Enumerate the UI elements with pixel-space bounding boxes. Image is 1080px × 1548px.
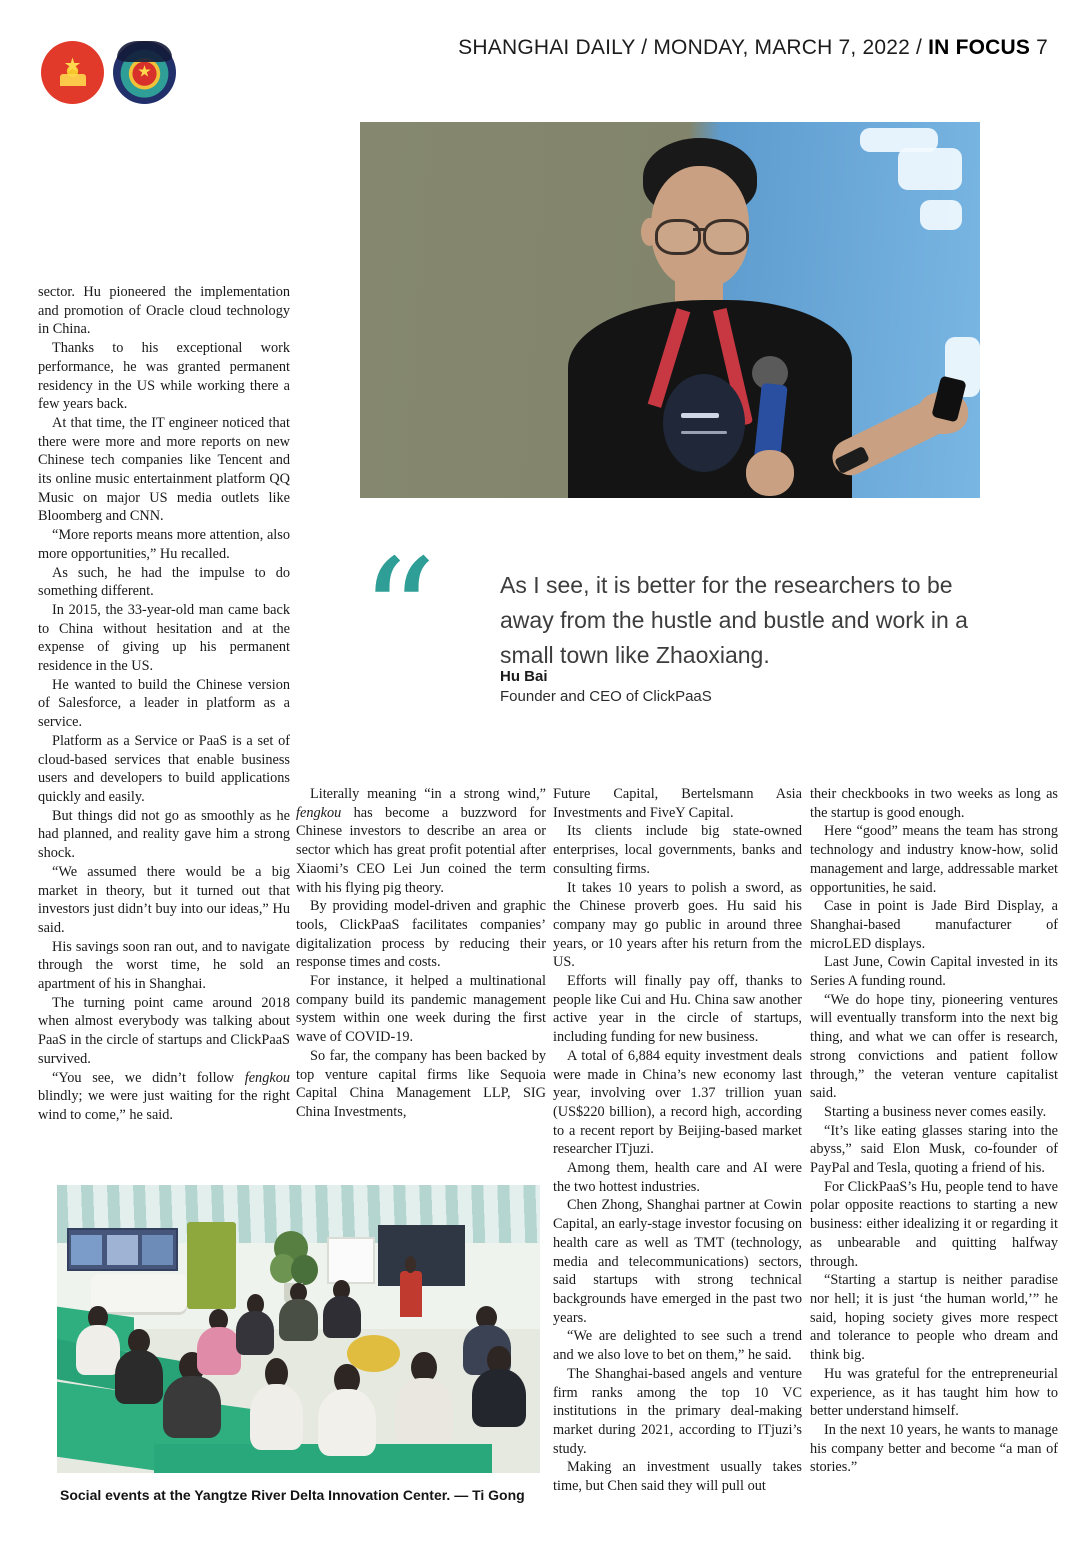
paragraph: “It’s like eating glasses staring into the abyss,” said Elon Musk, co-founder of PayPal and Tesla, quoting a friend of his. (810, 1122, 1058, 1177)
paragraph: At that time, the IT engineer noticed that there were more and more reports on new Chinese tech companies like Tencent and its online music entertainment platform QQ Music on major US media outlets like Bloomberg and CNN. (38, 414, 290, 525)
article-column-4 (810, 785, 1058, 1477)
masthead-date: SHANGHAI DAILY / MONDAY, MARCH 7, 2022 / (458, 36, 929, 59)
star-icon (138, 65, 151, 78)
paragraph: Efforts will finally pay off, thanks to people like Cui and Hu. China saw another active year in the circle of startups, including funding for new business. (553, 973, 802, 1046)
paragraph: Chen Zhong, Shanghai partner at Cowin Capital, an early-stage investor focusing on health care as well as TMT (technology, media and telecommunications) sectors, said startups with strong technical backgrounds have emerged in the past two years. (553, 1197, 802, 1326)
paragraph: But things did not go as smoothly as he had planned, and reality gave him a strong shock. (38, 807, 290, 862)
article-column-3 (553, 785, 802, 1496)
quote-author-title: Founder and CEO of ClickPaaS (500, 688, 712, 705)
paragraph: Platform as a Service or PaaS is a set of cloud-based services that enable business users and developers to build applications quickly and easily. (38, 732, 290, 805)
screen-highlight (920, 200, 962, 230)
paragraph: Case in point is Jade Bird Display, a Shanghai-based manufacturer of microLED displays. (810, 898, 1058, 952)
wall-screens (67, 1228, 178, 1271)
paragraph: For instance, it helped a multinational company build its pandemic management system within one week during the first wave of COVID-19. (296, 973, 546, 1046)
speaker-hand (746, 450, 794, 496)
paragraph: He wanted to build the Chinese version of Salesforce, a leader in platform as a service. (38, 676, 290, 731)
paragraph: It takes 10 years to polish a sword, as the Chinese proverb goes. Hu said his company may go public in around three years, or 10 years after his return from the US. (553, 879, 802, 971)
paragraph: Among them, health care and AI were the two hottest industries. (553, 1160, 802, 1195)
masthead (458, 36, 1048, 60)
presentation-screen (378, 1225, 465, 1285)
paragraph: A total of 6,884 equity investment deals were made in China’s new economy last year, involving over 1.37 trillion yuan (US$220 billion), a record high, according to a recent report by Beijing-based market researcher ITjuzi. (553, 1047, 802, 1158)
audience-figure (318, 1364, 376, 1456)
paragraph: By providing model-driven and graphic tools, ClickPaaS facilitates companies’ digitalization process by reducing their response times and costs. (296, 898, 546, 971)
audience-figure (279, 1283, 318, 1341)
paragraph: “You see, we didn’t follow fengkou blindly; we were just waiting for the right wind to come,” he said. (38, 1069, 290, 1123)
paragraph: “We do hope tiny, pioneering ventures will eventually transform into the next big thing, and what we can offer is research, strong convictions and patient follow through,” the veteran venture capitalist said. (810, 991, 1058, 1102)
paragraph: For ClickPaaS’s Hu, people tend to have polar opposite reactions to starting a new business: either idealizing it or regarding it as unbearable and quitting halfway through. (810, 1178, 1058, 1270)
section-title: IN FOCUS (928, 36, 1031, 59)
speaker-photo (360, 122, 980, 498)
audience-figure (115, 1329, 163, 1404)
cppcc-emblem-icon (113, 41, 176, 104)
pull-quote-text: As I see, it is better for the researchers to be away from the hustle and bustle and work in a small town like Zhaoxiang. (500, 572, 968, 668)
screen-highlight (860, 128, 938, 152)
whiteboard (327, 1237, 374, 1284)
paragraph: Here “good” means the team has strong technology and industry know-how, solid management and large, addressable market opportunities, he said. (810, 823, 1058, 896)
paragraph: Making an investment usually takes time, but Chen said they will pull out (553, 1459, 802, 1495)
audience-figure (323, 1280, 362, 1338)
paragraph: “Starting a startup is neither paradise nor hell; it is just ‘the human world,’” he said, hoping society gives more respect and tolerance to people who dream and think big. (810, 1272, 1058, 1364)
paragraph: As such, he had the impulse to do something different. (38, 564, 290, 600)
article-column-1 (38, 283, 290, 1125)
paragraph: Future Capital, Bertelsmann Asia Investments and FiveY Capital. (553, 786, 802, 821)
gate-shape (60, 74, 86, 86)
quote-mark-icon: “ (360, 528, 437, 702)
audience-figure (472, 1346, 525, 1427)
paragraph: Hu was grateful for the entrepreneurial experience, as it has taught him how to better understand himself. (810, 1365, 1058, 1420)
paragraph: In 2015, the 33-year-old man came back to China without hesitation and at the expense of giving up his permanent residence in the US. (38, 601, 290, 675)
audience-figure (250, 1358, 303, 1450)
paragraph: The Shanghai-based angels and venture firm ranks among the top 10 VC institutions in the primary deal-making market during 2021, according to ITjuzi’s study. (553, 1365, 802, 1457)
paragraph: Thanks to his exceptional work performance, he was granted permanent residency in the US while working there a few years back. (38, 340, 290, 413)
paragraph: So far, the company has been backed by top venture capital firms like Sequoia Capital China Management LLP, SIG China Investments, (296, 1047, 546, 1120)
china-national-emblem-icon (41, 41, 104, 104)
paragraph: Its clients include big state-owned enterprises, local governments, banks and consulting firms. (553, 823, 802, 877)
article-column-2 (296, 785, 546, 1122)
paragraph: His savings soon ran out, and to navigate through the worst time, he sold an apartment of his in Shanghai. (38, 938, 290, 993)
screen-highlight (898, 148, 962, 190)
emblem-cap-shape (117, 41, 172, 62)
social-events-photo (57, 1185, 540, 1473)
green-wall-panel (187, 1222, 235, 1308)
presenter-figure (400, 1271, 422, 1317)
paragraph: The turning point came around 2018 when almost everybody was talking about PaaS in the circle of startups and ClickPaaS survived. (38, 994, 290, 1067)
paragraph: “We are delighted to see such a trend and we also love to bet on them,” he said. (553, 1328, 802, 1364)
glasses-icon (703, 219, 749, 255)
paragraph: their checkbooks in two weeks as long as the startup is good enough. (810, 786, 1058, 821)
photo-caption: Social events at the Yangtze River Delta Innovation Center. — Ti Gong (60, 1487, 525, 1503)
glasses-bridge (693, 228, 705, 231)
paragraph: Literally meaning “in a strong wind,” fengkou has become a buzzword for Chinese investors to describe an area or sector which has great profit potential after Xiaomi’s CEO Lei Jun coined the term with his flying pig theory. (296, 786, 546, 896)
audience-figure (236, 1294, 275, 1354)
star-icon (65, 57, 81, 73)
paragraph: “We assumed there would be a big market in theory, but it turned out that investors just didn’t buy into our ideas,” Hu said. (38, 863, 290, 936)
paragraph: Starting a business never comes easily. (824, 1103, 1047, 1120)
quote-author: Hu Bai (500, 668, 548, 685)
glasses-icon (655, 219, 701, 255)
audience-figure (76, 1306, 119, 1375)
paragraph: “More reports means more attention, also more opportunities,” Hu recalled. (38, 527, 290, 562)
paragraph: sector. Hu pioneered the implementation and promotion of Oracle cloud technology in China. (38, 284, 290, 338)
paragraph: Last June, Cowin Capital invested in its Series A funding round. (810, 954, 1058, 990)
conference-badge (663, 374, 745, 472)
audience-figure (197, 1309, 240, 1375)
page-number: 7 (1030, 36, 1048, 59)
audience-figure (395, 1352, 453, 1444)
paragraph: In the next 10 years, he wants to manage his company better and become “a man of stories.” (810, 1421, 1058, 1476)
